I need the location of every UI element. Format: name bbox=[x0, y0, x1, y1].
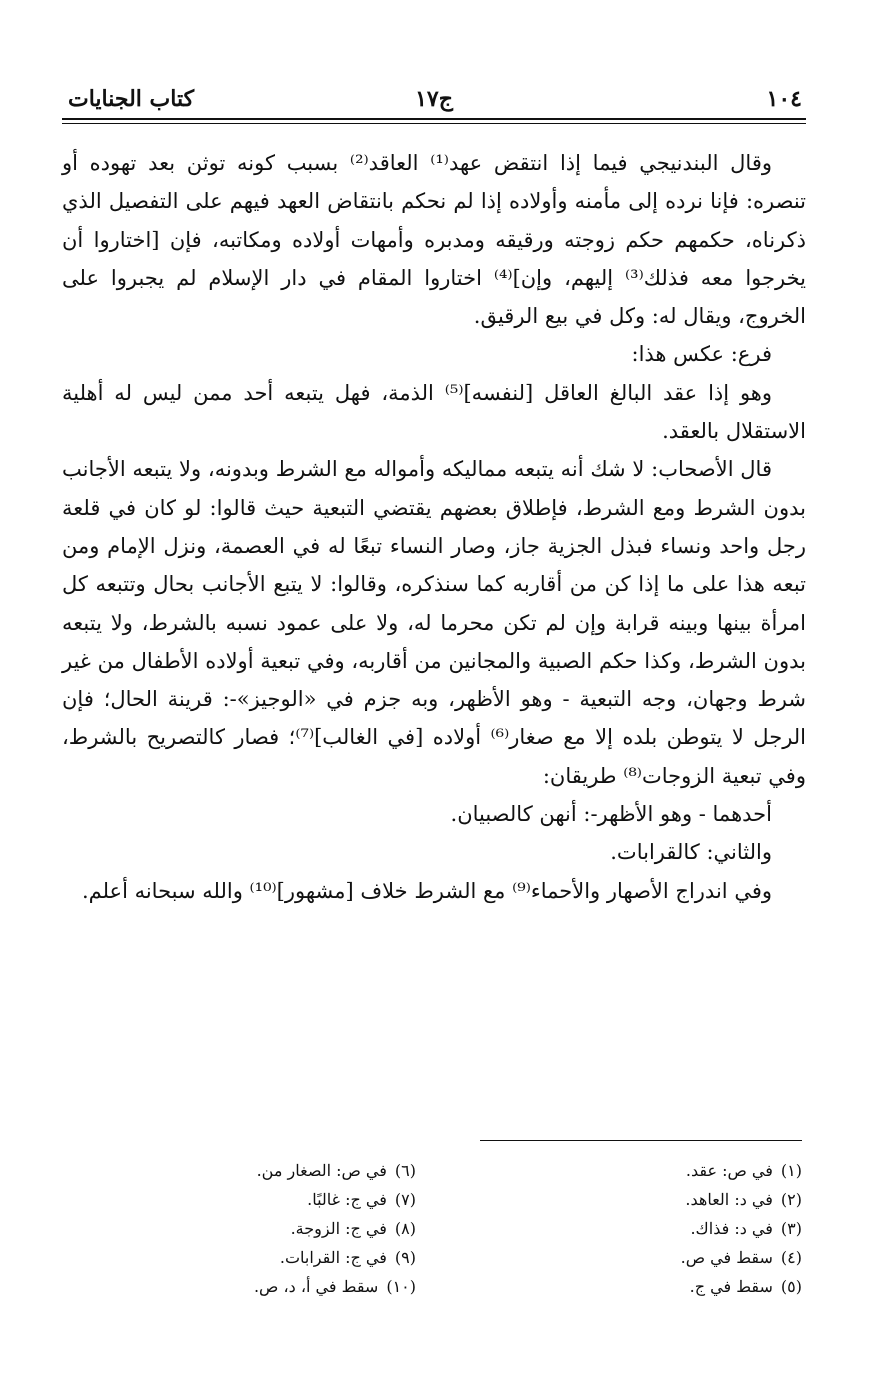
footnote-item: (٢)في د: العاهد. bbox=[685, 1190, 802, 1209]
paragraph-2-branch-heading: فرع: عكس هذا: bbox=[631, 342, 772, 367]
paragraph-6: والثاني: كالقرابات. bbox=[610, 840, 772, 865]
footnote-item: (٤)سقط في ص. bbox=[680, 1248, 802, 1267]
book-title: كتاب الجنايات bbox=[68, 86, 195, 112]
paragraph-4: قال الأصحاب: لا شك أنه يتبعه مماليكه وأمواله مع الشرط وبدونه، ولا يتبعه الأجانب بدون الشرط ومع الشرط، فإطلاق بعضهم يقتضي التبعية حيث قالوا: لو كان في قلعة رجل واحد ونساء فبذل الجزية جاز، وصار النساء تبعًا له في العصمة، ونزل الإمام ومن تبعه هذا على ما إذا كن من أقاربه كما سنذكره، وقالوا: لا يتبع الأجانب بحال وتتبعه كل امرأة بينها وبينه قرابة وإن لم تكن محرما له، ولا على عمود نسبه بالشرط، ولا يتبعه بدون الشرط، وكذا حكم الصبية والمجانين من أقاربه، وفي تبعية أولاده الأطفال من غير شرط وجهان، وجه التبعية - وهو الأظهر، وبه جزم في «الوجيز»-: قرينة الحال؛ فإن الرجل لا يتوطن بلده إلا مع صغار⁽⁶⁾ أولاده [في الغالب]⁽⁷⁾؛ فصار كالتصريح بالشرط، وفي تبعية الزوجات⁽⁸⁾ طريقان: bbox=[62, 457, 807, 788]
footnote-item: (١)في ص: عقد. bbox=[685, 1161, 802, 1180]
footnote-item: (١٠)سقط في أ، د، ص. bbox=[253, 1277, 416, 1296]
main-text bbox=[62, 144, 806, 910]
paragraph-5: أحدهما - وهو الأظهر-: أنهن كالصبيان. bbox=[450, 802, 772, 827]
footnotes-column-left bbox=[156, 1156, 416, 1301]
footnote-item: (٩)في ج: القرابات. bbox=[279, 1248, 416, 1267]
page-number: ١٠٤ bbox=[766, 86, 802, 112]
footnote-item: (٥)سقط في ج. bbox=[689, 1277, 802, 1296]
header-rule-thick bbox=[62, 118, 806, 120]
footnote-item: (٦)في ص: الصغار من. bbox=[256, 1161, 416, 1180]
footnotes-column-right bbox=[472, 1156, 802, 1301]
footnote-item: (٧)في ج: غالبًا. bbox=[307, 1190, 416, 1209]
footnote-divider bbox=[480, 1140, 802, 1141]
paragraph-1: وقال البندنيجي فيما إذا انتقض عهد⁽¹⁾ العاقد⁽²⁾ بسبب كونه توثن بعد تهوده أو تنصره: فإنا نرده إلى مأمنه وأولاده إذا لم نحكم بانتقاض العهد فيهم على التفصيل الذي ذكرناه، حكمهم حكم زوجته ورقيقه ومدبره وأمهات أولاده ومكاتبه، فإن [اختاروا أن يخرجوا معه فذلك⁽³⁾ إليهم، وإن]⁽⁴⁾ اختاروا المقام في دار الإسلام لم يجبروا على الخروج، ويقال له: وكل في بيع الرقيق. bbox=[62, 151, 806, 329]
footnote-item: (٣)في د: فذاك. bbox=[690, 1219, 802, 1238]
footnote-item: (٨)في ج: الزوجة. bbox=[290, 1219, 416, 1238]
volume-label: ج١٧ bbox=[415, 86, 453, 112]
header-rule-thin bbox=[62, 123, 806, 124]
paragraph-7: وفي اندراج الأصهار والأحماء⁽⁹⁾ مع الشرط خلاف [مشهور]⁽¹⁰⁾ والله سبحانه أعلم. bbox=[81, 878, 772, 903]
paragraph-3: وهو إذا عقد البالغ العاقل [لنفسه]⁽⁵⁾ الذمة، فهل يتبعه أحد ممن ليس له أهلية الاستقلال بالعقد. bbox=[62, 380, 806, 444]
running-header bbox=[62, 82, 806, 116]
book-page bbox=[62, 70, 806, 1340]
